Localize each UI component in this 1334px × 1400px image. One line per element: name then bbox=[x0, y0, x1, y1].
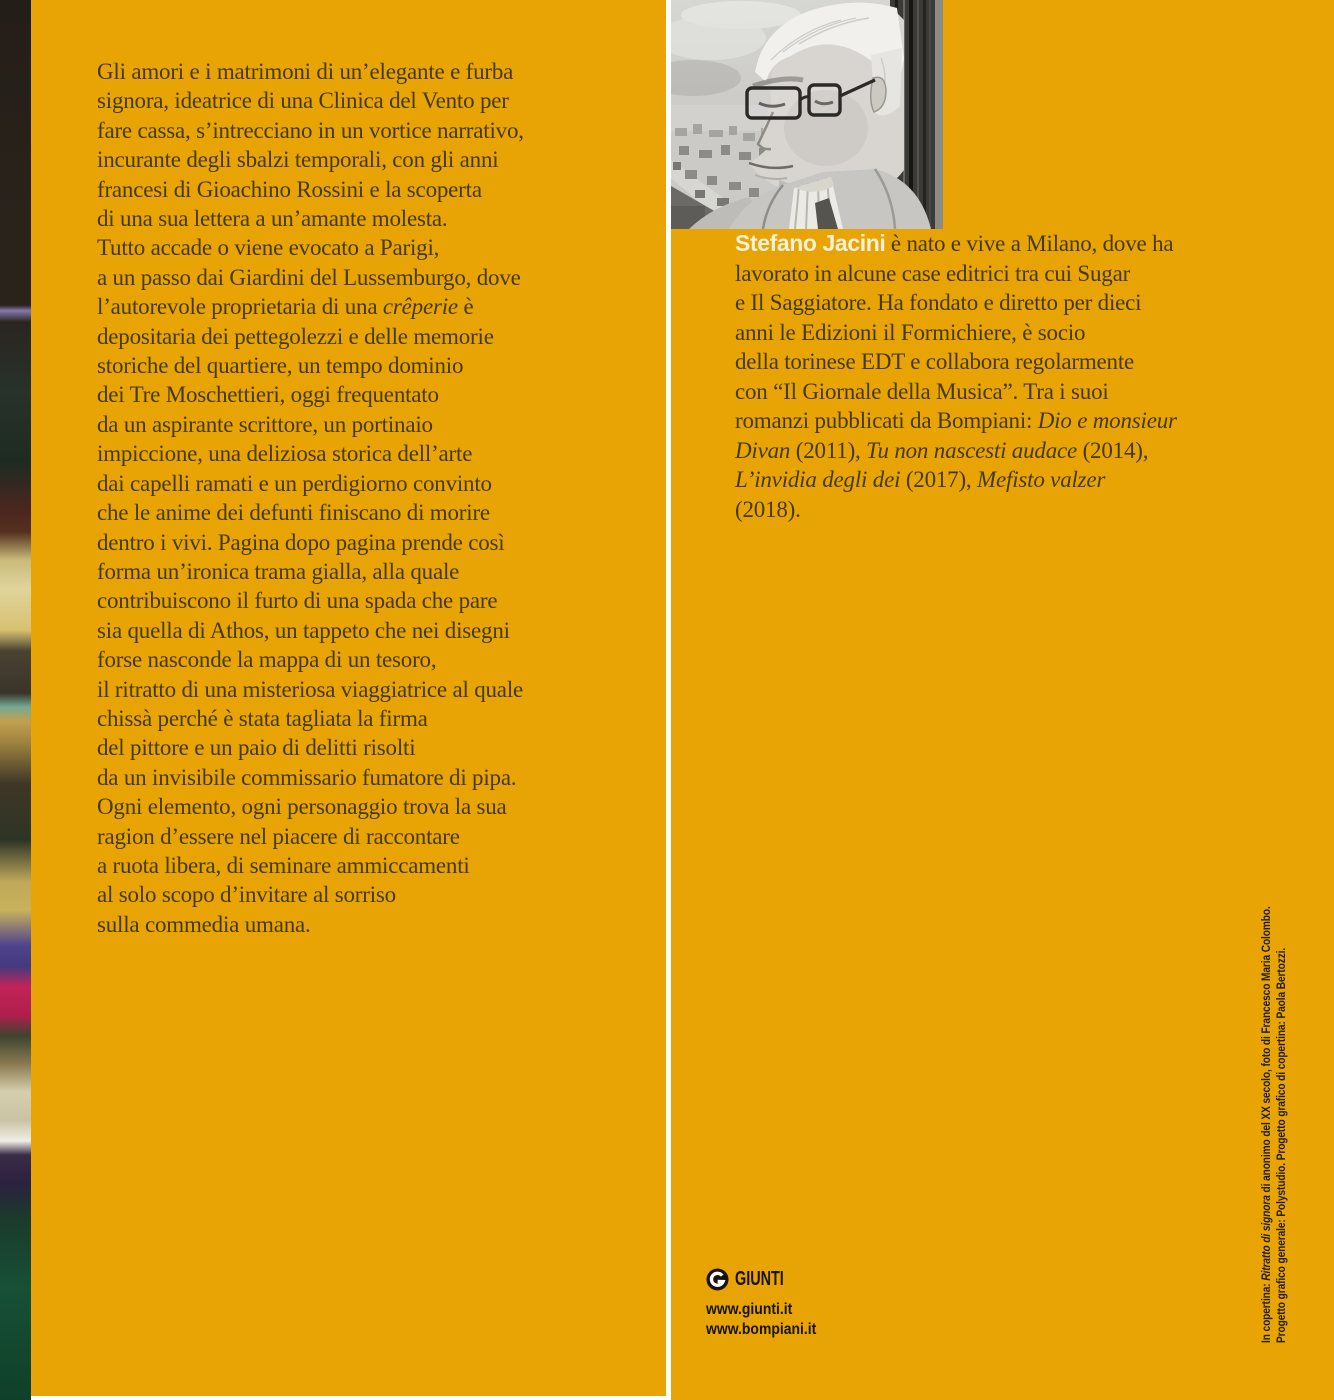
text-line: dai capelli ramati e un perdigiorno convinto bbox=[97, 470, 492, 496]
text-line: l’autorevole proprietaria di una crêperie è bbox=[97, 294, 474, 320]
text-line: Progetto grafico generale: Polystudio. Progetto grafico di copertina: Paola Bertozzi. bbox=[1276, 947, 1288, 1343]
text-line: che le anime dei defunti finiscano di morire bbox=[97, 500, 490, 526]
giunti-logo-icon bbox=[706, 1268, 729, 1291]
text-line: e Il Saggiatore. Ha fondato e diretto per dieci bbox=[735, 290, 1142, 315]
text-line: sia quella di Athos, un tappeto che nei disegni bbox=[97, 617, 510, 643]
text-line: contribuiscono il furto di una spada che pare bbox=[97, 588, 498, 614]
text-line: sulla commedia umana. bbox=[97, 911, 311, 937]
text-line: di una sua lettera a un’amante molesta. bbox=[97, 206, 448, 232]
text-line: romanzi pubblicati da Bompiani: Dio e monsieur bbox=[735, 408, 1177, 433]
text-line: Divan (2011), Tu non nascesti audace (2014), bbox=[735, 437, 1149, 463]
text-line: depositaria dei pettegolezzi e delle memorie bbox=[97, 323, 494, 349]
text-line: forse nasconde la mappa di un tesoro, bbox=[97, 647, 437, 673]
text-line: ragion d’essere nel piacere di raccontare bbox=[97, 823, 460, 849]
website-bompiani: www.bompiani.it bbox=[706, 1320, 817, 1338]
text-line: forma un’ironica trama gialla, alla quale bbox=[97, 558, 460, 584]
blurb-text bbox=[97, 57, 657, 939]
text-line: signora, ideatrice di una Clinica del Vento per bbox=[97, 88, 509, 114]
text-line: lavorato in alcune case editrici tra cui Sugar bbox=[735, 260, 1131, 286]
text-line: L’invidia degli dei (2017), Mefisto valzer bbox=[735, 467, 1106, 492]
text-line: francesi di Gioachino Rossini e la scoperta bbox=[97, 176, 482, 202]
text-line: dei Tre Moschettieri, oggi frequentato bbox=[97, 382, 439, 408]
bottom-trim-edge bbox=[31, 1396, 666, 1400]
text-line: Tutto accade o viene evocato a Parigi, bbox=[97, 235, 440, 261]
cover-painting-strip bbox=[0, 0, 31, 1400]
publisher-name: GIUNTI bbox=[735, 1268, 784, 1290]
text-line: dentro i vivi. Pagina dopo pagina prende così bbox=[97, 529, 505, 555]
text-line: anni le Edizioni il Formichiere, è socio bbox=[735, 319, 1086, 345]
text-line: a ruota libera, di seminare ammiccamenti bbox=[97, 852, 470, 878]
text-line: al solo scopo d’invitare al sorriso bbox=[97, 882, 396, 908]
author-bio-text bbox=[735, 229, 1255, 524]
text-line: impiccione, una deliziosa storica dell’arte bbox=[97, 441, 473, 467]
text-line: da un aspirante scrittore, un portinaio bbox=[97, 411, 433, 437]
text-line: del pittore e un paio di delitti risolti bbox=[97, 735, 416, 761]
text-line: fare cassa, s’intrecciano in un vortice narrativo, bbox=[97, 117, 524, 143]
text-line: (2018). bbox=[735, 496, 801, 522]
text-line: Ogni elemento, ogni personaggio trova la sua bbox=[97, 794, 507, 820]
website-giunti: www.giunti.it bbox=[706, 1301, 793, 1318]
text-line: da un invisibile commissario fumatore di pipa. bbox=[97, 764, 517, 790]
author-photo bbox=[671, 0, 943, 229]
publisher-websites bbox=[706, 1300, 816, 1339]
text-line: il ritratto di una misteriosa viaggiatrice al quale bbox=[97, 676, 524, 702]
text-line: Gli amori e i matrimoni di un’elegante e furba bbox=[97, 59, 514, 84]
text-line: Stefano Jacini è nato e vive a Milano, dove ha bbox=[735, 230, 1174, 256]
text-line: incurante degli sbalzi temporali, con gli anni bbox=[97, 147, 499, 173]
text-line: storiche del quartiere, un tempo dominio bbox=[97, 353, 464, 379]
publisher-logo bbox=[706, 1268, 829, 1291]
text-line: con “Il Giornale della Musica”. Tra i suoi bbox=[735, 378, 1109, 404]
text-line: In copertina: Ritratto di signora di anonimo del XX secolo, foto di Francesco Maria Colombo. bbox=[1261, 906, 1273, 1343]
publisher-block bbox=[706, 1268, 829, 1339]
cover-credits-text bbox=[1260, 903, 1290, 1343]
text-line: della torinese EDT e collabora regolarmente bbox=[735, 349, 1135, 374]
text-line: a un passo dai Giardini del Lussemburgo, dove bbox=[97, 264, 521, 290]
text-line: chissà perché è stata tagliata la firma bbox=[97, 705, 428, 731]
